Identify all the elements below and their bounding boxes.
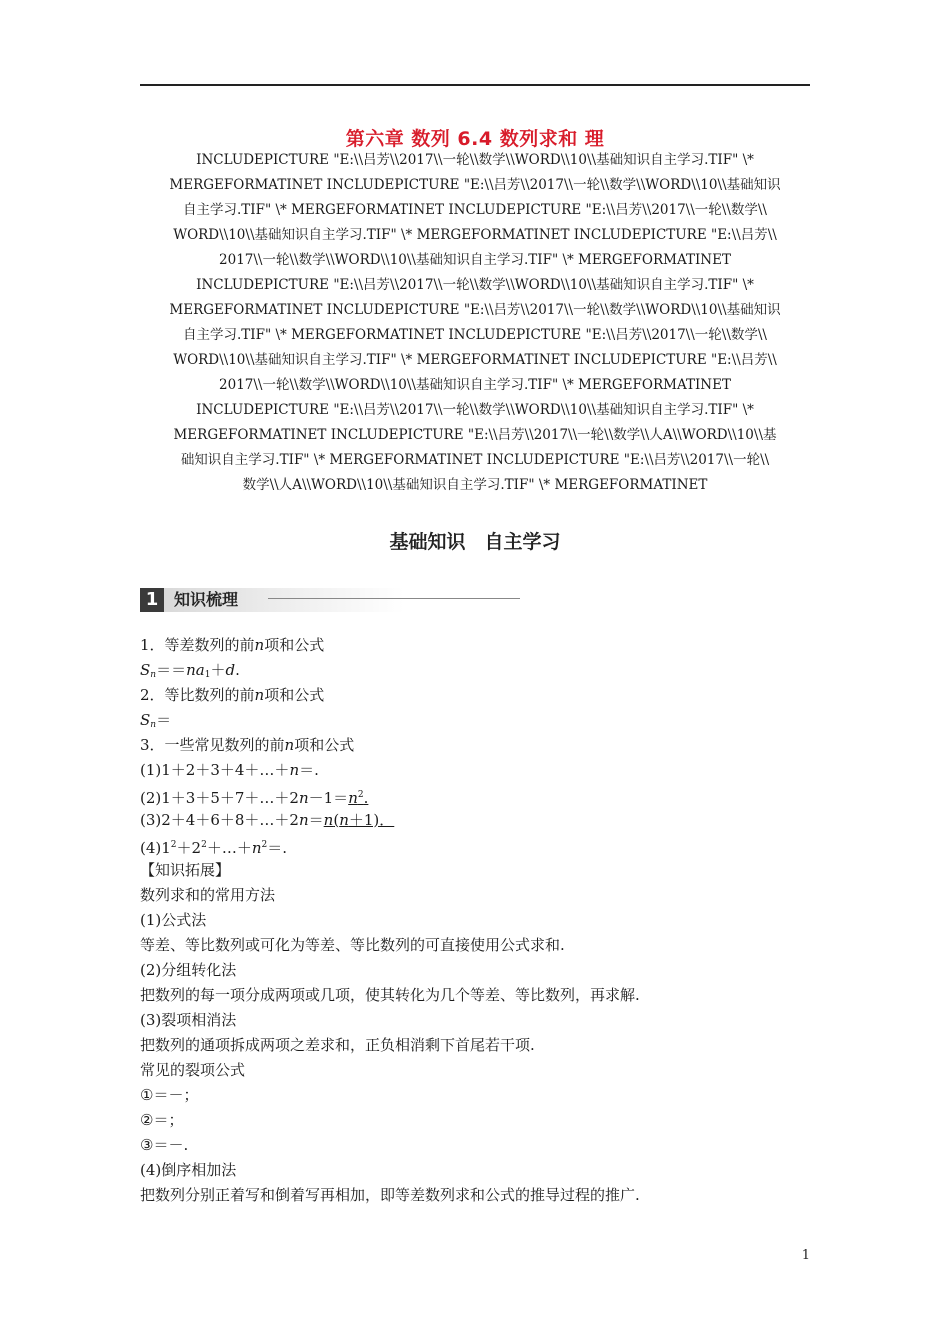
field-code-line: 自主学习.TIF" \* MERGEFORMATINET INCLUDEPICTURE "E:\\吕芳\\2017\\一轮\\数学\\ [183, 327, 767, 343]
includepicture-field-codes [140, 148, 810, 498]
section-title: 基础知识 自主学习 [389, 531, 561, 553]
method-1-title: (1)公式法 [140, 911, 207, 929]
methods-title: 数列求和的常用方法 [140, 886, 276, 904]
header-rule [140, 84, 810, 86]
field-code-line: 础知识自主学习.TIF" \* MERGEFORMATINET INCLUDEPICTURE "E:\\吕芳\\2017\\一轮\\ [180, 452, 770, 468]
section-label-tag [164, 588, 404, 612]
section-label: 知识梳理 [174, 590, 239, 609]
split-formula-1: ①＝－； [140, 1086, 199, 1104]
field-code-line: MERGEFORMATINET INCLUDEPICTURE "E:\\吕芳\\2017\\一轮\\数学\\WORD\\10\\基础知识 [169, 302, 781, 318]
method-3-subtitle: 常见的裂项公式 [140, 1061, 246, 1079]
method-2-desc: 把数列的每一项分成两项或几项，使其转化为几个等差、等比数列，再求解. [140, 986, 640, 1004]
banner-divider [268, 598, 520, 599]
heading-geometric-sum: 2．等比数列的前n项和公式 [140, 686, 325, 704]
field-code-line: 自主学习.TIF" \* MERGEFORMATINET INCLUDEPICTURE "E:\\吕芳\\2017\\一轮\\数学\\ [183, 202, 767, 218]
field-code-line: WORD\\10\\基础知识自主学习.TIF" \* MERGEFORMATINET INCLUDEPICTURE "E:\\吕芳\\ [173, 352, 777, 368]
page-title: 第六章 数列 6.4 数列求和 理 [345, 128, 605, 150]
field-code-line: 2017\\一轮\\数学\\WORD\\10\\基础知识自主学习.TIF" \* MERGEFORMATINET [219, 252, 731, 268]
page-number: 1 [801, 1248, 810, 1263]
formula-line-1: (1)1＋2＋3＋4＋…＋n＝. [140, 761, 319, 779]
split-formula-2: ②＝； [140, 1111, 184, 1129]
method-3-desc: 把数列的通项拆成两项之差求和，正负相消剩下首尾若干项. [140, 1036, 535, 1054]
formula-geometric-sum: $S_n=$ [140, 711, 172, 730]
field-code-line: MERGEFORMATINET INCLUDEPICTURE "E:\\吕芳\\2017\\一轮\\数学\\WORD\\10\\基础知识 [169, 177, 781, 193]
split-formula-3: ③＝－. [140, 1136, 189, 1154]
content-body [140, 633, 810, 1208]
formula-line-4: $(4)1^2+2^2+\dots+n^2=$. [140, 839, 288, 857]
heading-arithmetic-sum: 1．等差数列的前n项和公式 [140, 636, 325, 654]
formula-line-3: (3)2＋4＋6＋8＋…＋2n＝n(n＋1)． [140, 811, 395, 829]
answer-underline: $n^2$. [348, 789, 369, 807]
answer-underline: n(n＋1)． [323, 811, 395, 829]
method-1-desc: 等差、等比数列或可化为等差、等比数列的可直接使用公式求和. [140, 936, 565, 954]
method-4-desc: 把数列分别正着写和倒着写再相加，即等差数列求和公式的推导过程的推广. [140, 1186, 640, 1204]
heading-common-sums: 3．一些常见数列的前n项和公式 [140, 736, 355, 754]
field-code-line: INCLUDEPICTURE "E:\\吕芳\\2017\\一轮\\数学\\WORD\\10\\基础知识自主学习.TIF" \* [196, 402, 754, 418]
field-code-line: INCLUDEPICTURE "E:\\吕芳\\2017\\一轮\\数学\\WORD\\10\\基础知识自主学习.TIF" \* [196, 152, 754, 168]
method-2-title: (2)分组转化法 [140, 961, 237, 979]
field-code-line: MERGEFORMATINET INCLUDEPICTURE "E:\\吕芳\\2017\\一轮\\数学\\人A\\WORD\\10\\基 [173, 427, 777, 443]
formula-line-2: $(2)1+3+5+7+\dots+2n-1=n^2$. [140, 789, 369, 807]
field-code-line: WORD\\10\\基础知识自主学习.TIF" \* MERGEFORMATINET INCLUDEPICTURE "E:\\吕芳\\ [173, 227, 777, 243]
field-code-line: 2017\\一轮\\数学\\WORD\\10\\基础知识自主学习.TIF" \* MERGEFORMATINET [219, 377, 731, 393]
section-number-badge: 1 [140, 588, 164, 612]
field-code-line: INCLUDEPICTURE "E:\\吕芳\\2017\\一轮\\数学\\WORD\\10\\基础知识自主学习.TIF" \* [196, 277, 754, 293]
field-code-line: 数学\\人A\\WORD\\10\\基础知识自主学习.TIF" \* MERGEFORMATINET [242, 477, 708, 493]
method-3-title: (3)裂项相消法 [140, 1011, 237, 1029]
method-4-title: (4)倒序相加法 [140, 1161, 237, 1179]
formula-arithmetic-sum: $S_n==na_1+d$. [140, 661, 240, 680]
knowledge-extension-label: 【知识拓展】 [140, 861, 231, 879]
